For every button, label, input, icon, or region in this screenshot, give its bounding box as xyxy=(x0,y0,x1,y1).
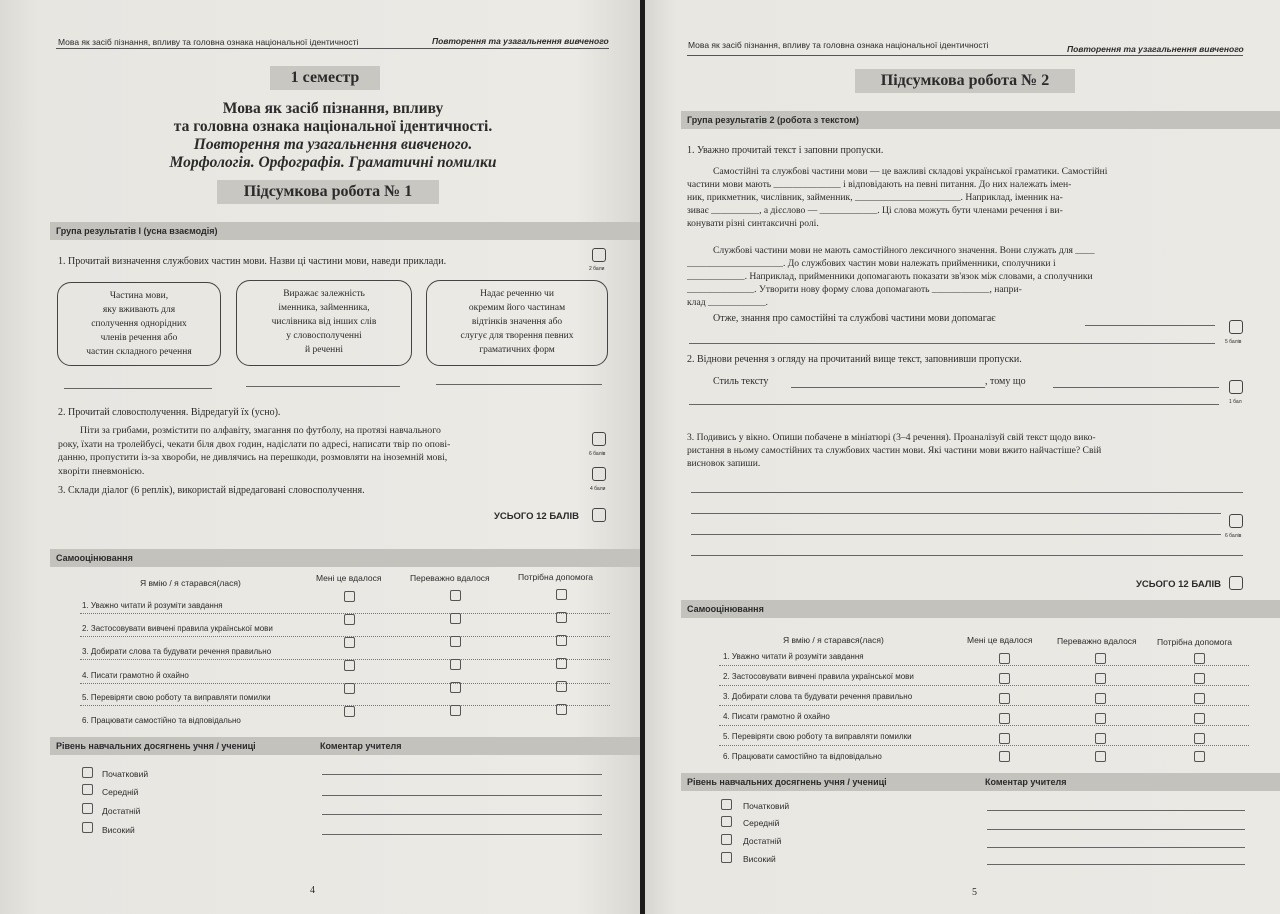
box-3-line: Надає реченню чи xyxy=(480,289,554,299)
passage-line: ____________________. До службових частин мови належать прийменники, сполучники і xyxy=(687,258,1056,269)
right-page xyxy=(645,0,1280,914)
answer-line[interactable] xyxy=(691,492,1243,493)
self-assessment-band: Самооцінювання xyxy=(50,549,640,567)
task-2-text: 2. Прочитай словосполучення. Відредагуй їх (усно). xyxy=(58,407,281,418)
passage-line: ______________. Утворити нову форму слова допомагають ____________, напри- xyxy=(687,284,1022,295)
checkbox[interactable] xyxy=(344,591,355,602)
level-label: Високий xyxy=(102,825,135,835)
title-line-1: Мова як засіб пізнання, впливу xyxy=(222,100,444,117)
score-box-3[interactable] xyxy=(1229,514,1243,528)
checkbox[interactable] xyxy=(999,653,1010,664)
running-header-left: Мова як засіб пізнання, впливу та головна ознака національної ідентичності xyxy=(688,40,989,50)
task-3-line: ристання в ньому самостійних та службових частин мови. Які частини мови вжито найчастіше? Свій xyxy=(687,445,1102,456)
comment-line[interactable] xyxy=(987,864,1245,865)
checkbox[interactable] xyxy=(450,613,461,624)
work-title-banner: Підсумкова робота № 2 xyxy=(855,69,1075,93)
checkbox[interactable] xyxy=(1194,673,1205,684)
checkbox[interactable] xyxy=(344,660,355,671)
level-label: Середній xyxy=(102,787,139,797)
passage-line: Піти за грибами, розмістити по алфавіту, змагання по футболу, на протязі навчального xyxy=(80,425,441,436)
checkbox[interactable] xyxy=(344,706,355,717)
skill-row: 5. Перевіряти свою роботу та виправляти помилки xyxy=(723,732,912,741)
checkbox[interactable] xyxy=(999,733,1010,744)
answer-line[interactable] xyxy=(691,555,1243,556)
definition-box-1 xyxy=(57,282,221,366)
teacher-comment-title: Коментар учителя xyxy=(985,777,1067,787)
task-1-passage-2 xyxy=(687,244,1247,309)
answer-line[interactable] xyxy=(246,386,400,387)
col-header-mostly: Переважно вдалося xyxy=(410,573,490,583)
passage-line: данню, пропустити із-за хвороби, не дивлячись на перешкоди, розмовляти на іноземній мові, xyxy=(58,452,448,463)
col-header-help: Потрібна допомога xyxy=(1157,637,1233,647)
checkbox[interactable] xyxy=(999,713,1010,724)
task-3-text xyxy=(687,431,1257,470)
skill-row: 1. Уважно читати й розуміти завдання xyxy=(723,652,864,661)
level-label: Достатній xyxy=(102,806,141,816)
passage-line: клад ____________. xyxy=(687,297,768,308)
checkbox[interactable] xyxy=(556,681,567,692)
checkbox[interactable] xyxy=(1095,693,1106,704)
teacher-comment-title: Коментар учителя xyxy=(320,741,402,751)
title-line-2: та головна ознака національної ідентичності. xyxy=(173,118,493,135)
col-header-success: Мені це вдалося xyxy=(967,635,1033,645)
page-number: 5 xyxy=(972,887,977,898)
task-1-passage-1 xyxy=(687,165,1247,230)
skills-column-header: Я вмію / я старався(лася) xyxy=(783,635,884,645)
passage-line: конувати різні синтаксичні ролі. xyxy=(687,218,819,229)
checkbox[interactable] xyxy=(999,693,1010,704)
checkbox[interactable] xyxy=(344,614,355,625)
style-label: Стиль тексту xyxy=(713,376,769,387)
level-checkbox[interactable] xyxy=(721,816,732,827)
answer-line[interactable] xyxy=(791,387,985,388)
answer-line[interactable] xyxy=(689,343,1215,344)
running-header-right: Повторення та узагальнення вивченого xyxy=(1067,44,1244,54)
skill-row: 3. Добирати слова та будувати речення правильно xyxy=(723,692,913,701)
total-label: УСЬОГО 12 БАЛІВ xyxy=(494,511,579,522)
total-score-box[interactable] xyxy=(1229,576,1243,590)
passage-line: хворіти пневмонією. xyxy=(58,465,145,477)
level-checkbox[interactable] xyxy=(82,767,93,778)
task-1-conclusion: Отже, знання про самостійні та службові частини мови допомагає xyxy=(713,313,996,324)
col-header-mostly: Переважно вдалося xyxy=(1057,636,1137,646)
checkbox[interactable] xyxy=(450,659,461,670)
row-divider xyxy=(719,685,1249,686)
answer-line[interactable] xyxy=(691,513,1221,514)
task-1-text: 1. Прочитай визначення службових частин мови. Назви ці частини мови, наведи приклади. xyxy=(58,256,447,267)
skills-column-header: Я вмію / я старався(лася) xyxy=(140,578,241,588)
level-checkbox[interactable] xyxy=(721,834,732,845)
levels-title: Рівень навчальних досягнень учня / учениці xyxy=(687,777,887,787)
checkbox[interactable] xyxy=(556,658,567,669)
checkbox[interactable] xyxy=(450,590,461,601)
box-2-line: іменника, займенника, xyxy=(278,303,370,313)
checkbox[interactable] xyxy=(1194,693,1205,704)
page-title xyxy=(58,100,608,172)
passage-line: зиває __________, а дієслово — ____________. Ці слова можуть бути членами речення і ви- xyxy=(687,205,1063,216)
level-checkbox[interactable] xyxy=(721,799,732,810)
col-header-help: Потрібна допомога xyxy=(518,572,594,582)
passage-line: року, їхати на тролейбусі, чекати біля двох годин, надіслати по адресі, написати твір по опові- xyxy=(58,438,451,450)
task-1-text: 1. Уважно прочитай текст і заповни пропуски. xyxy=(687,145,884,156)
skill-row: 4. Писати грамотно й охайно xyxy=(82,671,189,680)
passage-line: ник, прикметник, числівник, займенник, ______________________. Наприклад, іменник на- xyxy=(687,192,1063,203)
header-rule xyxy=(687,55,1243,56)
task-2-passage xyxy=(58,424,586,478)
checkbox[interactable] xyxy=(1095,653,1106,664)
results-group-band: Група результатів І (усна взаємодія) xyxy=(50,222,640,240)
skill-row: 6. Працювати самостійно та відповідально xyxy=(723,752,882,761)
score-box-1[interactable] xyxy=(1229,320,1243,334)
box-1-line: частин складного речення xyxy=(86,347,192,357)
box-1-line: сполучення однорідних xyxy=(91,319,187,329)
task-3-line: 3. Подивись у вікно. Опиши побачене в мініатюрі (3–4 речення). Проаналізуй свій текст щодо вико- xyxy=(687,432,1096,443)
levels-title: Рівень навчальних досягнень учня / учениці xyxy=(56,741,256,751)
total-label: УСЬОГО 12 БАЛІВ xyxy=(1136,579,1221,590)
checkbox[interactable] xyxy=(450,705,461,716)
total-score-box[interactable] xyxy=(592,508,606,522)
level-checkbox[interactable] xyxy=(82,784,93,795)
semester-banner: 1 семестр xyxy=(270,66,380,90)
checkbox[interactable] xyxy=(999,751,1010,762)
skill-row: 5. Перевіряти свою роботу та виправляти помилки xyxy=(82,693,271,702)
header-rule xyxy=(56,48,609,49)
checkbox[interactable] xyxy=(999,673,1010,684)
answer-line[interactable] xyxy=(1085,325,1215,326)
answer-line[interactable] xyxy=(691,534,1221,535)
checkbox[interactable] xyxy=(344,683,355,694)
box-2-line: числівника від інших слів xyxy=(271,317,377,327)
points-label-2: 1 бал xyxy=(1229,399,1242,405)
because-label: , тому що xyxy=(985,376,1026,387)
task-2-text: 2. Віднови речення з огляду на прочитаний вище текст, заповнивши пропуски. xyxy=(687,354,1022,365)
comment-line[interactable] xyxy=(987,810,1245,811)
level-checkbox[interactable] xyxy=(721,852,732,863)
checkbox[interactable] xyxy=(1194,733,1205,744)
checkbox[interactable] xyxy=(1095,713,1106,724)
running-header-right: Повторення та узагальнення вивченого xyxy=(432,36,609,46)
level-label: Високий xyxy=(743,854,776,864)
checkbox[interactable] xyxy=(556,612,567,623)
answer-line[interactable] xyxy=(64,388,212,389)
box-3-line: окремим його частинам xyxy=(468,303,566,313)
level-checkbox[interactable] xyxy=(82,803,93,814)
level-label: Достатній xyxy=(743,836,782,846)
checkbox[interactable] xyxy=(344,637,355,648)
comment-line[interactable] xyxy=(987,847,1245,848)
skill-row: 1. Уважно читати й розуміти завдання xyxy=(82,601,223,610)
points-label-3: 6 балів xyxy=(1225,533,1242,539)
box-2-line: у словосполученні xyxy=(286,331,362,341)
checkbox[interactable] xyxy=(1095,673,1106,684)
checkbox[interactable] xyxy=(556,704,567,715)
passage-line: Самостійні та службові частини мови — це важливі складові української граматики. Самостійні xyxy=(713,166,1108,177)
comment-line[interactable] xyxy=(322,795,602,796)
answer-line[interactable] xyxy=(436,384,602,385)
title-line-3: Повторення та узагальнення вивченого. xyxy=(193,136,473,153)
box-1-line: членів речення або xyxy=(100,333,178,343)
passage-line: Службові частини мови не мають самостійного лексичного значення. Вони служать для ____ xyxy=(713,245,1095,256)
box-1-line: яку вживають для xyxy=(102,305,176,315)
definition-box-3 xyxy=(426,280,608,366)
skill-row: 3. Добирати слова та будувати речення правильно xyxy=(82,647,272,656)
row-divider xyxy=(719,705,1249,706)
score-box-2[interactable] xyxy=(1229,380,1243,394)
comment-line[interactable] xyxy=(322,814,602,815)
score-box-2[interactable] xyxy=(592,432,606,446)
checkbox[interactable] xyxy=(1095,751,1106,762)
box-2-line: й реченні xyxy=(305,345,343,355)
running-header-left: Мова як засіб пізнання, впливу та головна ознака національної ідентичності xyxy=(58,37,359,47)
passage-line: частини мови мають ______________ і відповідають на певні питання. До них належать імен- xyxy=(687,179,1072,190)
checkbox[interactable] xyxy=(1194,713,1205,724)
results-group-band: Група результатів 2 (робота з текстом) xyxy=(681,111,1280,129)
passage-line: ____________. Наприклад, прийменники допомагають показати зв'язок між словами, а сполучники xyxy=(687,271,1093,282)
level-checkbox[interactable] xyxy=(82,822,93,833)
skill-row: 2. Застосовувати вивчені правила української мови xyxy=(723,672,914,681)
task-3-text: 3. Склади діалог (6 реплік), використай відредаговані словосполучення. xyxy=(58,485,365,496)
comment-line[interactable] xyxy=(322,774,602,775)
points-label-1: 5 балів xyxy=(1225,339,1242,345)
skill-row: 4. Писати грамотно й охайно xyxy=(723,712,830,721)
definition-box-2 xyxy=(236,280,412,366)
answer-line[interactable] xyxy=(689,404,1219,405)
row-divider xyxy=(719,725,1249,726)
col-header-success: Мені це вдалося xyxy=(316,573,382,583)
levels-band xyxy=(50,737,640,755)
comment-line[interactable] xyxy=(322,834,602,835)
box-3-line: слугує для творення певних xyxy=(460,331,574,341)
level-label: Початковий xyxy=(743,801,790,811)
level-label: Середній xyxy=(743,818,780,828)
box-3-line: граматичних форм xyxy=(479,345,555,355)
level-label: Початковий xyxy=(102,769,149,779)
box-2-line: Виражає залежність xyxy=(283,289,365,299)
checkbox[interactable] xyxy=(1194,653,1205,664)
row-divider xyxy=(719,745,1249,746)
checkbox[interactable] xyxy=(450,682,461,693)
checkbox[interactable] xyxy=(1095,733,1106,744)
box-1-line: Частина мови, xyxy=(109,291,169,301)
points-label-1: 2 бали xyxy=(589,266,605,272)
score-box-3[interactable] xyxy=(592,467,606,481)
checkbox[interactable] xyxy=(450,636,461,647)
points-label-3: 4 бали xyxy=(590,486,606,492)
comment-line[interactable] xyxy=(987,829,1245,830)
answer-line[interactable] xyxy=(1053,387,1219,388)
page-number: 4 xyxy=(310,885,315,896)
score-box-1[interactable] xyxy=(592,248,606,262)
self-assessment-band: Самооцінювання xyxy=(681,600,1280,618)
work-title-banner: Підсумкова робота № 1 xyxy=(217,180,439,204)
row-divider xyxy=(719,665,1249,666)
title-line-4: Морфологія. Орфографія. Граматичні помилки xyxy=(169,154,497,171)
skill-row: 6. Працювати самостійно та відповідально xyxy=(82,716,241,725)
levels-band xyxy=(681,773,1280,791)
checkbox[interactable] xyxy=(556,589,567,600)
checkbox[interactable] xyxy=(556,635,567,646)
box-3-line: відтінків значення або xyxy=(471,317,563,327)
task-3-line: висновок запиши. xyxy=(687,458,761,469)
checkbox[interactable] xyxy=(1194,751,1205,762)
points-label-2: 6 балів xyxy=(589,451,606,457)
skill-row: 2. Застосовувати вивчені правила української мови xyxy=(82,624,273,633)
